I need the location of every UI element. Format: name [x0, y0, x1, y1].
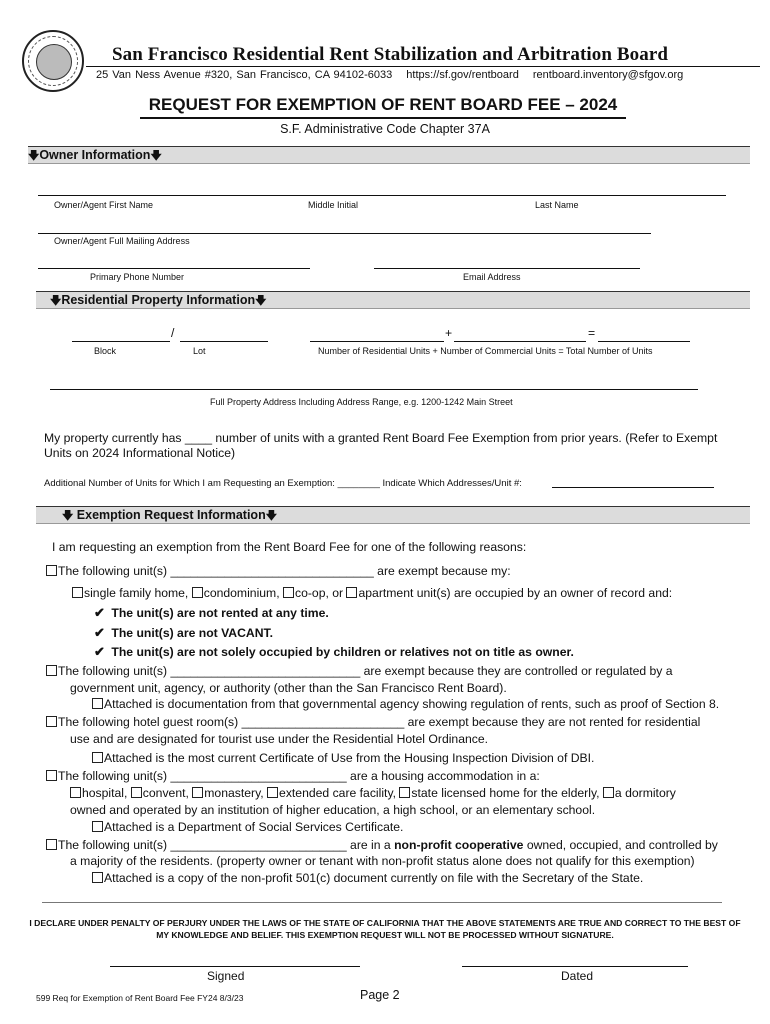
attachment-government [92, 697, 719, 711]
extended-care-checkbox[interactable] [267, 787, 278, 798]
option-text: The following unit(s) __________________________ are in a [58, 838, 391, 852]
condition-not-rented [94, 606, 329, 620]
hotel-checkbox[interactable] [46, 716, 57, 727]
owner-name-field[interactable] [38, 195, 726, 196]
last-name-label: Last Name [535, 200, 579, 210]
first-name-label: Owner/Agent First Name [54, 200, 154, 210]
signature-field[interactable] [110, 966, 360, 967]
arrow-down-icon: 🡇 [265, 510, 278, 522]
option-text: The following unit(s) ______________________________ are exempt because my: [58, 564, 511, 578]
condition-text: The unit(s) are not rented at any time. [111, 606, 329, 620]
owner-occupied-checkbox[interactable] [46, 565, 57, 576]
social-services-attachment-checkbox[interactable] [92, 821, 103, 832]
perjury-declaration: I DECLARE UNDER PENALTY OF PERJURY UNDER THE LAWS OF THE STATE OF CALIFORNIA THAT THE ABOVE STATEMENTS ARE TRUE AND CORRECT TO THE BEST OF MY KNOWLEDGE AND BELIEF. THIS EXEMPTION REQUEST WILL NOT BE PROCESSED WITHOUT SIGNATURE. [29, 918, 741, 940]
arrow-down-icon: 🡇 [150, 150, 162, 162]
attachment-text: Attached is a Department of Social Services Certificate. [104, 820, 404, 834]
signed-label: Signed [207, 969, 245, 983]
property-section-title: Residential Property Information [61, 293, 256, 307]
condominium-label: condominium, [203, 586, 280, 600]
checkmark-icon: ✔ [94, 644, 105, 659]
co-op-checkbox[interactable] [283, 587, 294, 598]
units-label: Number of Residential Units + Number of Commercial Units = Total Number of Units [318, 346, 653, 356]
convent-checkbox[interactable] [131, 787, 142, 798]
hospital-checkbox[interactable] [70, 787, 81, 798]
addresses-field[interactable] [552, 487, 714, 488]
city-seal [22, 30, 84, 92]
option-text-continued: government unit, agency, or authority (other than the San Francisco Rent Board). [70, 681, 507, 695]
attachment-text: Attached is the most current Certificate of Use from the Housing Inspection Division of DBI. [104, 751, 595, 765]
monastery-checkbox[interactable] [192, 787, 203, 798]
arrow-down-icon: 🡇 [62, 510, 74, 522]
nonprofit-checkbox[interactable] [46, 839, 57, 850]
hotel-attachment-checkbox[interactable] [92, 752, 103, 763]
owner-section-header [28, 146, 750, 164]
org-name: San Francisco Residential Rent Stabilization and Arbitration Board [112, 44, 669, 65]
commercial-units-field[interactable] [454, 341, 586, 342]
elderly-home-label: state licensed home for the elderly, [411, 786, 600, 800]
exemption-intro: I am requesting an exemption from the Rent Board Fee for one of the following reasons: [52, 540, 527, 554]
org-address: 25 Van Ness Avenue #320, San Francisco, CA 94102-6033 [96, 69, 393, 81]
property-address-label: Full Property Address Including Address Range, e.g. 1200-1242 Main Street [210, 397, 513, 407]
attachment-hotel [92, 751, 594, 765]
org-website-link[interactable]: https://sf.gov/rentboard [406, 69, 519, 81]
extended-care-label: extended care facility, [279, 786, 397, 800]
checkmark-icon: ✔ [94, 625, 105, 640]
condition-text: The unit(s) are not solely occupied by children or relatives not on title as owner. [111, 645, 574, 659]
condominium-checkbox[interactable] [192, 587, 203, 598]
arrow-down-icon: 🡇 [255, 295, 267, 307]
phone-label: Primary Phone Number [90, 272, 185, 282]
slash-separator: / [171, 326, 175, 340]
equals-separator: = [588, 326, 596, 340]
property-address-field[interactable] [50, 389, 698, 390]
co-op-label: co-op, or [294, 586, 344, 600]
exemption-section-title: Exemption Request Information [76, 508, 266, 522]
option-text-continued: owned and operated by an institution of higher education, a high school, or an elementary school. [70, 803, 596, 817]
dormitory-checkbox[interactable] [603, 787, 614, 798]
dated-label: Dated [561, 969, 594, 983]
government-attachment-checkbox[interactable] [92, 698, 103, 709]
org-email-link[interactable]: rentboard.inventory@sfgov.org [532, 69, 684, 81]
lot-field[interactable] [180, 341, 268, 342]
block-field[interactable] [72, 341, 170, 342]
single-family-checkbox[interactable] [72, 587, 83, 598]
monastery-label: monastery, [204, 786, 264, 800]
nonprofit-attachment-checkbox[interactable] [92, 872, 103, 883]
option-text-continued: a majority of the residents. (property owner or tenant with non-profit status alone does not qualify for this exemption) [70, 854, 695, 868]
middle-initial-label: Middle Initial [308, 200, 359, 210]
condition-not-vacant [94, 626, 273, 640]
header-rule [86, 66, 760, 67]
lot-label: Lot [193, 346, 206, 356]
option-text-continued: use and are designated for tourist use under the Residential Hotel Ordinance. [70, 732, 489, 746]
condition-not-relatives [94, 645, 574, 659]
email-field[interactable] [374, 268, 640, 269]
option-text: The following unit(s) ____________________________ are exempt because they are controlled or regulated by a [58, 664, 673, 678]
phone-field[interactable] [38, 268, 310, 269]
exemption-section-header [36, 506, 750, 524]
option-text: The following hotel guest room(s) ________________________ are exempt because they are not rented for residential [58, 715, 701, 729]
residential-units-field[interactable] [310, 341, 444, 342]
option-nonprofit-coop [46, 838, 718, 852]
option-text: The following unit(s) __________________________ are a housing accommodation in a: [58, 769, 540, 783]
total-units-field[interactable] [598, 341, 690, 342]
block-label: Block [94, 346, 117, 356]
dormitory-label: a dormitory [614, 786, 676, 800]
option-hotel-rooms [46, 715, 700, 729]
attachment-text: Attached is a copy of the non-profit 501(c) document currently on file with the Secretary of the State. [104, 871, 644, 885]
apartment-checkbox[interactable] [346, 587, 357, 598]
facility-type-row [70, 786, 676, 800]
form-title: REQUEST FOR EXEMPTION OF RENT BOARD FEE – 2024 [140, 95, 626, 119]
header-contact [96, 69, 693, 81]
condition-text: The unit(s) are not VACANT. [111, 626, 273, 640]
apartment-label: apartment unit(s) are occupied by an owner of record and: [358, 586, 673, 600]
section-divider [42, 902, 722, 903]
attachment-social-services [92, 820, 403, 834]
government-checkbox[interactable] [46, 665, 57, 676]
checkmark-icon: ✔ [94, 605, 105, 620]
option-owner-occupied [46, 564, 511, 578]
convent-label: convent, [142, 786, 189, 800]
page-number: Page 2 [360, 988, 400, 1002]
option-text: owned, occupied, and controlled by [526, 838, 718, 852]
plus-separator: + [445, 326, 453, 340]
nonprofit-emphasis: non-profit cooperative [394, 838, 524, 852]
form-subtitle: S.F. Administrative Code Chapter 37A [280, 122, 490, 136]
attachment-501c [92, 871, 643, 885]
attachment-text: Attached is documentation from that governmental agency showing regulation of rents, such as proof of Section 8. [104, 697, 720, 711]
mailing-address-field[interactable] [38, 233, 651, 234]
form-id: 599 Req for Exemption of Rent Board Fee FY24 8/3/23 [36, 993, 244, 1003]
date-field[interactable] [462, 966, 688, 967]
unit-type-row [72, 586, 672, 600]
option-government-regulated [46, 664, 673, 678]
email-label: Email Address [463, 272, 521, 282]
elderly-home-checkbox[interactable] [399, 787, 410, 798]
hospital-label: hospital, [82, 786, 128, 800]
additional-units-text: Additional Number of Units for Which I am Requesting an Exemption: ________ Indicate Which Addresses/Unit #: [44, 478, 522, 489]
arrow-down-icon: 🡇 [28, 150, 40, 162]
mailing-address-label: Owner/Agent Full Mailing Address [54, 236, 190, 246]
accommodation-checkbox[interactable] [46, 770, 57, 781]
owner-section-title: Owner Information [39, 148, 151, 162]
option-housing-accommodation [46, 769, 540, 783]
prior-exemption-text: My property currently has ____ number of units with a granted Rent Board Fee Exemption from prior years. (Refer to Exempt Units on 2024 Informational Notice) [44, 431, 718, 460]
arrow-down-icon: 🡇 [50, 295, 62, 307]
single-family-label: single family home, [84, 586, 189, 600]
property-section-header [36, 291, 750, 309]
